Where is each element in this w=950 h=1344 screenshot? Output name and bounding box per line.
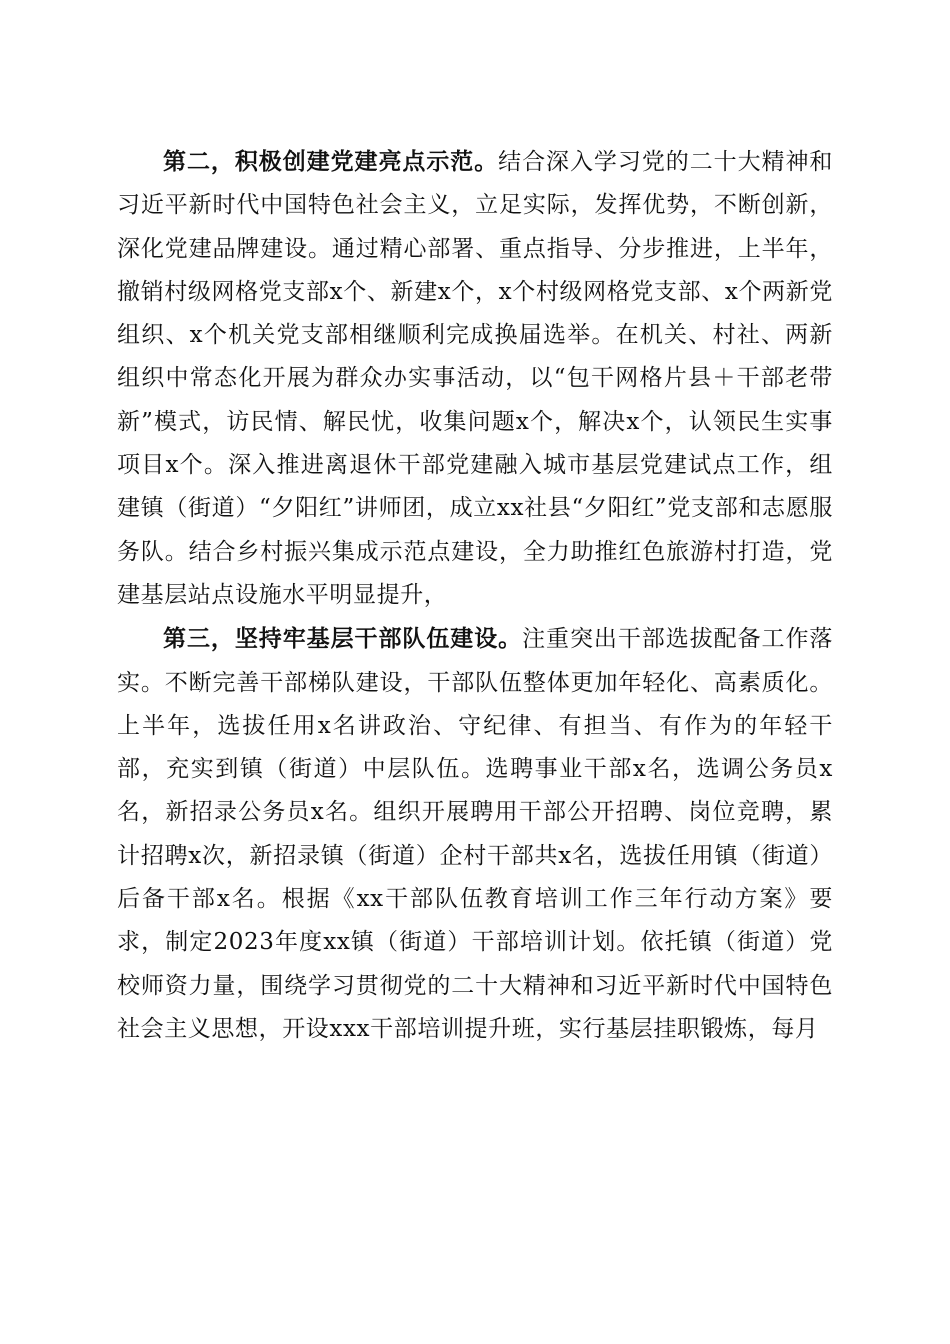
paragraph-3-text: 注重突出干部选拔配备工作落实。不断完善干部梯队建设，干部队伍整体更加年轻化、高素质化。上半年，选拔任用x名讲政治、守纪律、有担当、有作为的年轻干部，充实到镇（街道）中层队伍。选聘事业干部x名，选调公务员x名，新招录公务员x名。组织开展聘用干部公开招聘、岗位竞聘，累计招聘x次，新招录镇（街道）企村干部共x名，选拔任用镇（街道）后备干部x名。根据《xx干部队伍教育培训工作三年行动方案》要求，制定2023年度xx镇（街道）干部培训计划。依托镇（街道）党校师资力量，围绕学习贯彻党的二十大精神和习近平新时代中国特色社会主义思想，开设xxx干部培训提升班，实行基层挂职锻炼，每月: [117, 626, 833, 1042]
paragraph-2-heading: 第二，积极创建党建亮点示范。: [163, 148, 499, 175]
document-body: [117, 140, 833, 1051]
paragraph-3: [117, 617, 833, 1051]
paragraph-2-text: 结合深入学习党的二十大精神和习近平新时代中国特色社会主义，立足实际，发挥优势，不断创新，深化党建品牌建设。通过精心部署、重点指导、分步推进，上半年，撤销村级网格党支部x个、新建x个，x个村级网格党支部、x个两新党组织、x个机关党支部相继顺利完成换届选举。在机关、村社、两新组织中常态化开展为群众办实事活动，以“包干网格片县＋干部老带新”模式，访民情、解民忧，收集问题x个，解决x个，认领民生实事项目x个。深入推进离退休干部党建融入城市基层党建试点工作，组建镇（街道）“夕阳红”讲师团，成立xx社县“夕阳红”党支部和志愿服务队。结合乡村振兴集成示范点建设，全力助推红色旅游村打造，党建基层站点设施水平明显提升，: [117, 149, 833, 608]
paragraph-3-heading: 第三，坚持牢基层干部队伍建设。: [163, 625, 523, 653]
paragraph-2: [117, 140, 833, 617]
